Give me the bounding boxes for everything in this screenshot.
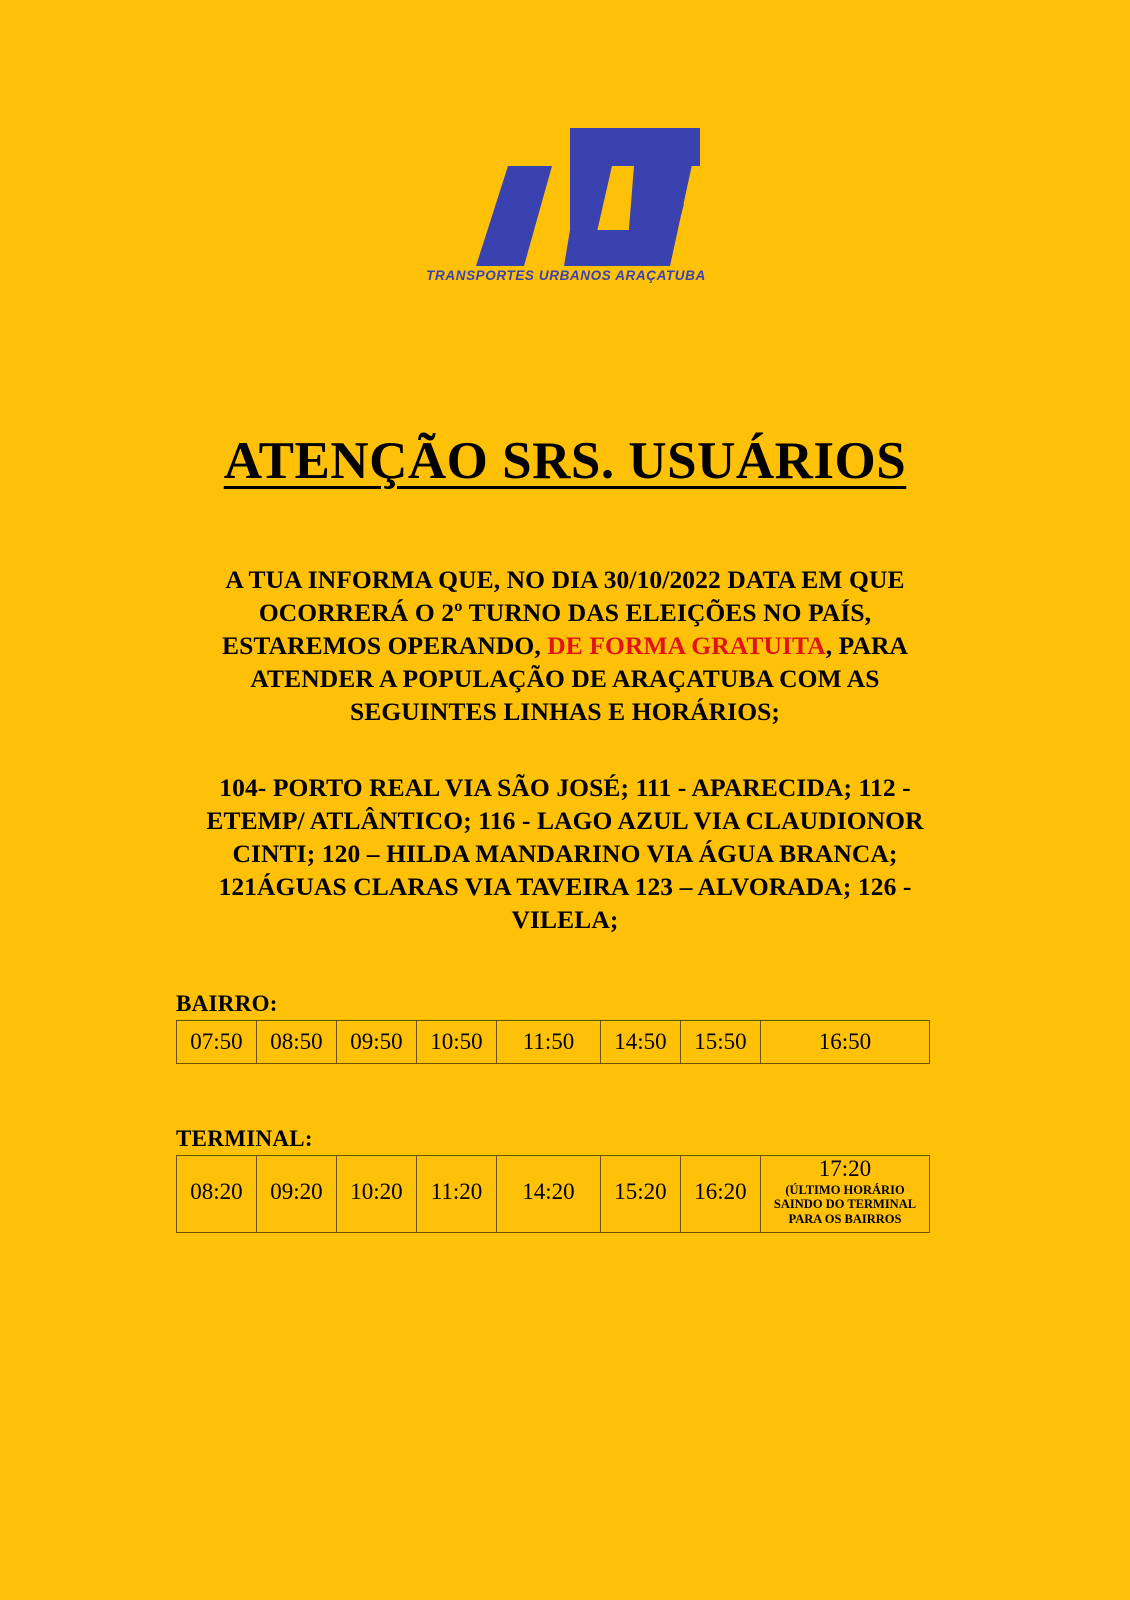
table-row [177, 1155, 930, 1232]
terminal-time-cell: 15:20 [601, 1155, 681, 1232]
terminal-note: (ÚLTIMO HORÁRIO SAINDO DO TERMINAL PARA OS BAIRROS [773, 1182, 917, 1227]
announcement-part-2: , PARA ATENDER A POPULAÇÃO DE ARAÇATUBA COM AS SEGUINTES LINHAS E HORÁRIOS; [250, 630, 908, 726]
terminal-last-time-cell [761, 1155, 930, 1232]
terminal-time-cell: 10:20 [337, 1155, 417, 1232]
schedules [176, 991, 934, 1233]
bairro-time-cell: 11:50 [497, 1020, 601, 1063]
bairro-time-cell: 15:50 [681, 1020, 761, 1063]
announcement-part-1: A TUA INFORMA QUE, NO DIA 30/10/2022 DATA EM QUE OCORRERÁ O 2º TURNO DAS ELEIÇÕES NO PAÍS, ESTAREMOS OPERANDO, [222, 565, 905, 660]
terminal-time-cell: 16:20 [681, 1155, 761, 1232]
terminal-time-cell: 09:20 [257, 1155, 337, 1232]
bairro-time-cell: 08:50 [257, 1020, 337, 1063]
bairro-time-cell: 14:50 [601, 1020, 681, 1063]
terminal-time-cell: 14:20 [497, 1155, 601, 1232]
bairro-schedule-table [176, 1020, 930, 1064]
terminal-schedule-table [176, 1155, 930, 1233]
logo-tagline: TRANSPORTES URBANOS ARAÇATUBA [426, 268, 706, 283]
bairro-time-cell: 09:50 [337, 1020, 417, 1063]
lines-list: 104- PORTO REAL VIA SÃO JOSÉ; 111 - APARECIDA; 112 - ETEMP/ ATLÂNTICO; 116 - LAGO AZUL VIA CLAUDIONOR CINTI; 120 – HILDA MANDARINO VIA ÁGUA BRANCA; 121ÁGUAS CLARAS VIA TAVEIRA 123 – ALVORADA; 126 - VILELA; [206, 773, 924, 935]
terminal-last-time: 17:20 [818, 1155, 872, 1181]
table-row [177, 1020, 930, 1063]
terminal-time-cell: 11:20 [417, 1155, 497, 1232]
announcement-paragraph [185, 564, 945, 728]
terminal-label: TERMINAL: [176, 1125, 313, 1151]
logo-block [0, 0, 1130, 286]
bairro-time-cell: 16:50 [761, 1020, 930, 1063]
page-title: ATENÇÃO SRS. USUÁRIOS [223, 432, 907, 490]
bairro-time-cell: 07:50 [177, 1020, 257, 1063]
bairro-time-cell: 10:50 [417, 1020, 497, 1063]
announcement-highlight: DE FORMA GRATUITA [547, 630, 826, 660]
bairro-label: BAIRRO: [176, 990, 278, 1016]
tua-logo [420, 118, 710, 286]
terminal-time-cell: 08:20 [177, 1155, 257, 1232]
